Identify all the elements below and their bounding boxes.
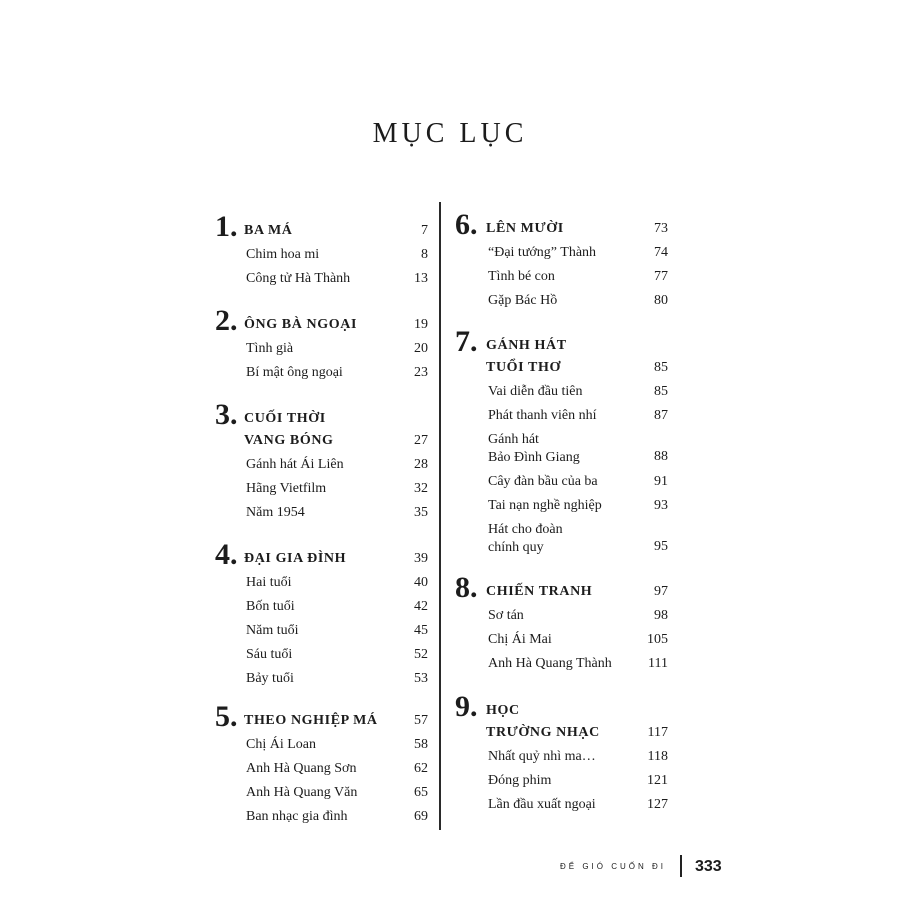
toc-entry[interactable]: Gặp Bác Hồ	[488, 293, 558, 308]
entry-page-number: 40	[414, 575, 428, 590]
chapter-number: 7.	[455, 325, 478, 358]
chapter-page-number: 97	[654, 584, 668, 599]
toc-entry[interactable]: Phát thanh viên nhí	[488, 408, 597, 423]
toc-entry[interactable]: Ban nhạc gia đình	[246, 809, 348, 824]
chapter-number: 5.	[215, 700, 238, 733]
entry-page-number: 13	[414, 271, 428, 286]
chapter-number: 6.	[455, 208, 478, 241]
chapter-number: 8.	[455, 571, 478, 604]
chapter-title[interactable]: LÊN MƯỜI	[486, 221, 564, 236]
chapter-page-number: 7	[421, 223, 428, 238]
footer-divider	[680, 855, 682, 877]
entry-page-number: 28	[414, 457, 428, 472]
toc-entry[interactable]: Anh Hà Quang Văn	[246, 785, 358, 800]
chapter-title[interactable]: HỌC	[486, 703, 520, 718]
toc-entry[interactable]: Lần đầu xuất ngoại	[488, 797, 596, 812]
entry-page-number: 105	[647, 632, 668, 647]
chapter-title[interactable]: TUỔI THƠ	[486, 360, 561, 375]
footer-page-number: 333	[695, 858, 722, 875]
chapter-title[interactable]: GÁNH HÁT	[486, 338, 567, 353]
page-title: MỤC LỤC	[372, 118, 528, 149]
entry-page-number: 95	[654, 539, 668, 554]
toc-entry[interactable]: Anh Hà Quang Sơn	[246, 761, 357, 776]
toc-entry[interactable]: Sáu tuổi	[246, 647, 293, 662]
entry-page-number: 77	[654, 269, 668, 284]
entry-page-number: 121	[647, 773, 668, 788]
toc-entry[interactable]: Chị Ái Loan	[246, 737, 316, 752]
entry-page-number: 62	[414, 761, 428, 776]
entry-page-number: 80	[654, 293, 668, 308]
toc-entry[interactable]: Nhất quỷ nhì ma…	[488, 749, 596, 764]
chapter-page-number: 39	[414, 551, 428, 566]
chapter-page-number: 85	[654, 360, 668, 375]
chapter-title[interactable]: TRƯỜNG NHẠC	[486, 725, 600, 740]
toc-entry[interactable]: Năm 1954	[246, 505, 305, 520]
toc-entry[interactable]: Đóng phim	[488, 773, 552, 788]
entry-page-number: 32	[414, 481, 428, 496]
chapter-page-number: 117	[647, 725, 668, 740]
toc-entry[interactable]: Gánh hát Ái Liên	[246, 457, 344, 472]
chapter-number: 2.	[215, 304, 238, 337]
entry-page-number: 23	[414, 365, 428, 380]
toc-entry[interactable]: Anh Hà Quang Thành	[488, 656, 612, 671]
chapter-title[interactable]: ÔNG BÀ NGOẠI	[244, 317, 357, 332]
entry-page-number: 69	[414, 809, 428, 824]
chapter-title[interactable]: ĐẠI GIA ĐÌNH	[244, 551, 347, 566]
chapter-title[interactable]: VANG BÓNG	[244, 433, 334, 448]
toc-entry[interactable]: Chị Ái Mai	[488, 632, 552, 647]
entry-page-number: 93	[654, 498, 668, 513]
entry-page-number: 127	[647, 797, 668, 812]
toc-entry[interactable]: Cây đàn bầu của ba	[488, 474, 598, 489]
entry-page-number: 52	[414, 647, 428, 662]
toc-entry[interactable]: Năm tuổi	[246, 623, 299, 638]
entry-page-number: 53	[414, 671, 428, 686]
entry-page-number: 35	[414, 505, 428, 520]
entry-page-number: 45	[414, 623, 428, 638]
entry-page-number: 98	[654, 608, 668, 623]
toc-entry[interactable]: Vai diễn đầu tiên	[488, 384, 583, 399]
chapter-number: 1.	[215, 210, 238, 243]
chapter-page-number: 73	[654, 221, 668, 236]
entry-page-number: 74	[654, 245, 668, 260]
footer-book-title: ĐỂ GIÓ CUỐN ĐI	[560, 862, 667, 871]
chapter-page-number: 27	[414, 433, 428, 448]
toc-entry[interactable]: Bốn tuổi	[246, 599, 295, 614]
toc-entry[interactable]: Hai tuổi	[246, 575, 292, 590]
entry-page-number: 87	[654, 408, 668, 423]
entry-page-number: 91	[654, 474, 668, 489]
toc-entry[interactable]: Chim hoa mi	[246, 247, 320, 262]
chapter-page-number: 57	[414, 713, 428, 728]
toc-entry[interactable]: Tình già	[246, 341, 294, 356]
toc-entry[interactable]: Hãng Vietfilm	[246, 481, 327, 496]
toc-entry[interactable]: Bảy tuổi	[246, 671, 294, 686]
toc-entry[interactable]: Tai nạn nghề nghiệp	[488, 498, 602, 513]
toc-entry[interactable]: Gánh hát Bảo Đình Giang	[488, 432, 580, 465]
toc-entry[interactable]: Tình bé con	[488, 269, 555, 284]
entry-page-number: 58	[414, 737, 428, 752]
entry-page-number: 85	[654, 384, 668, 399]
entry-page-number: 8	[421, 247, 428, 262]
chapter-title[interactable]: BA MÁ	[244, 223, 293, 238]
entry-page-number: 65	[414, 785, 428, 800]
entry-page-number: 42	[414, 599, 428, 614]
chapter-number: 3.	[215, 398, 238, 431]
entry-page-number: 111	[648, 656, 668, 671]
chapter-title[interactable]: CUỐI THỜI	[244, 411, 326, 426]
toc-entry[interactable]: Bí mật ông ngoại	[246, 365, 343, 380]
entry-page-number: 20	[414, 341, 428, 356]
column-divider	[439, 202, 441, 830]
chapter-number: 9.	[455, 690, 478, 723]
entry-page-number: 118	[647, 749, 668, 764]
toc-entry[interactable]: Hát cho đoàn chính quy	[488, 522, 563, 555]
chapter-page-number: 19	[414, 317, 428, 332]
toc-entry[interactable]: Sơ tán	[488, 608, 524, 623]
chapter-number: 4.	[215, 538, 238, 571]
chapter-title[interactable]: CHIẾN TRANH	[486, 584, 593, 599]
toc-entry[interactable]: Công tử Hà Thành	[246, 271, 351, 286]
chapter-title[interactable]: THEO NGHIỆP MÁ	[244, 713, 378, 728]
entry-page-number: 88	[654, 449, 668, 464]
toc-entry[interactable]: “Đại tướng” Thành	[488, 245, 597, 260]
